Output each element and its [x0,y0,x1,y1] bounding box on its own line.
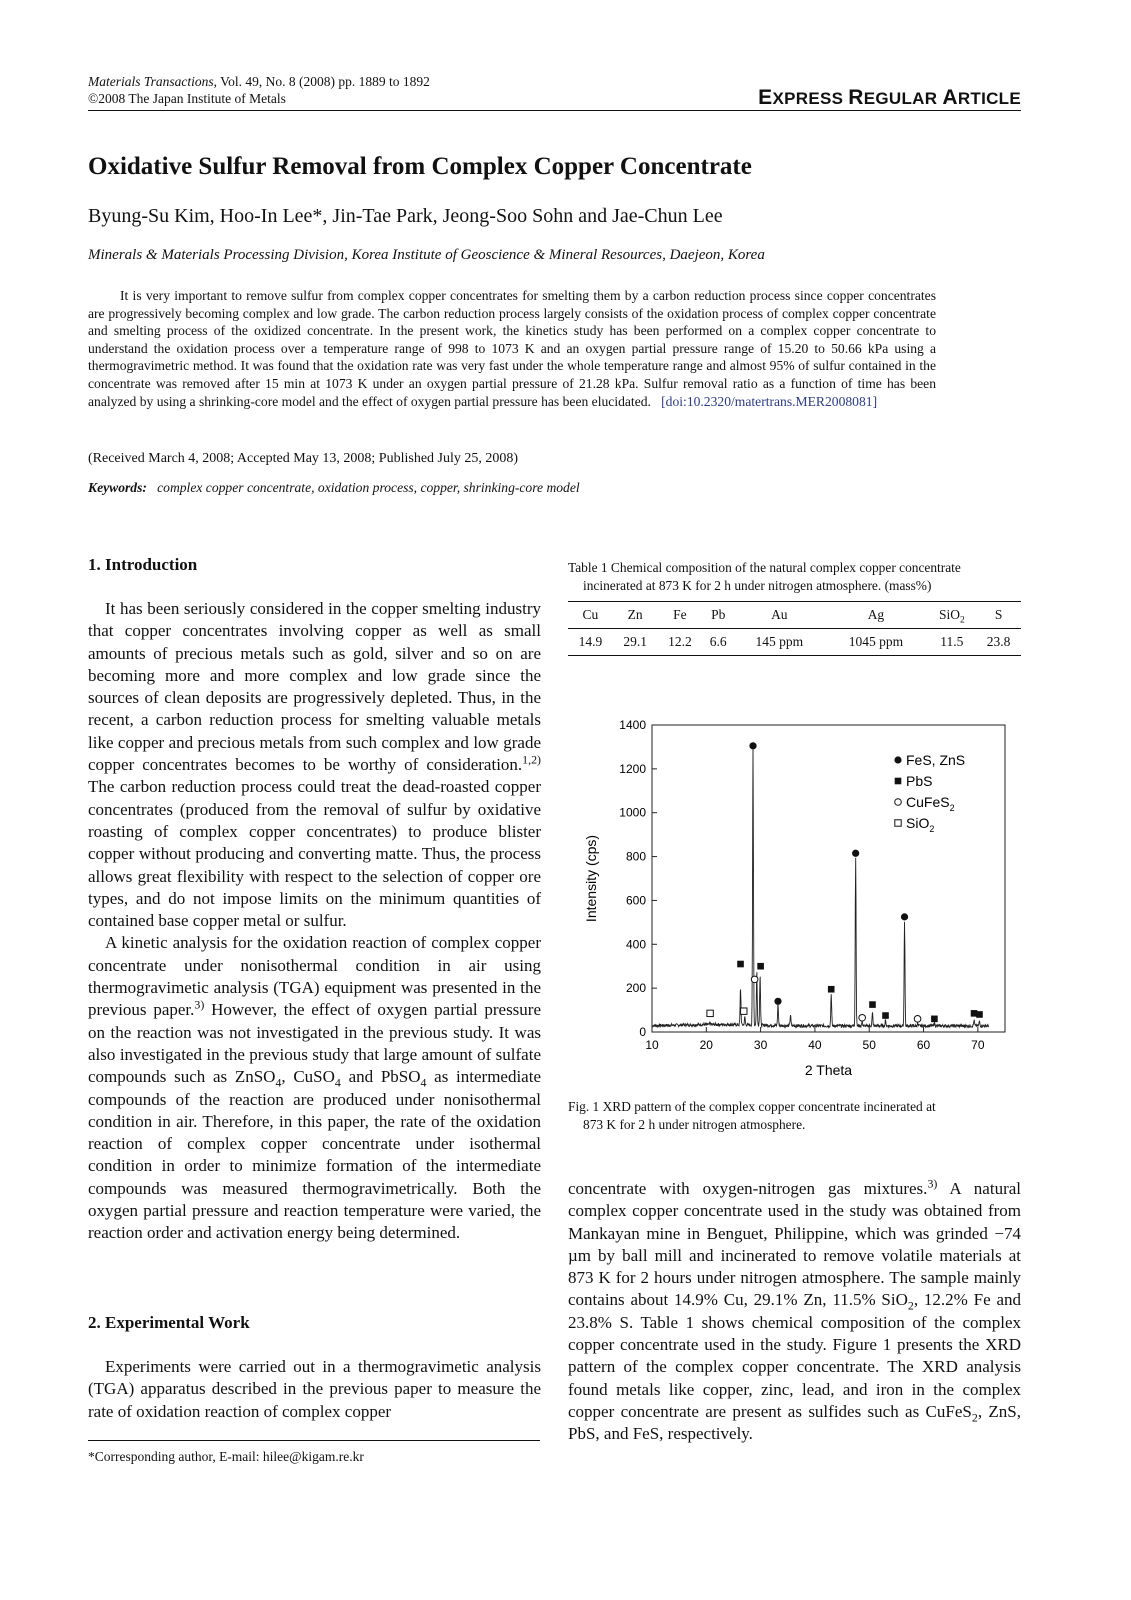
open-square-marker [741,1008,747,1014]
paper-title: Oxidative Sulfur Removal from Complex Copper Concentrate [88,153,752,180]
y-tick-label: 800 [625,849,646,864]
intro-paragraph-1: It has been seriously considered in the copper smelting industry that copper concentrates involving copper as well as small amounts of precious metals such as gold, silver and so on are becoming more and more complex and low grade since the sources of clean deposits are progressively depleted. Thus, in the recent, a carbon reduction process for smelting valuable metals like copper and precious metals from such complex and low grade copper concentrates becomes to be worthy of consideration.$^{1,2)}$ The carbon reduction process could treat the dead-roasted copper concentrates (produced from the removal of sulfur by oxidative roasting of complex copper concentrates) to produce blister copper without producing and converting matte. Thus, the process allows great flexibility with respect to the selection of copper ore types, and do not impose limits on the minimum quantities of contained base copper metal or sulfur. [88,599,541,931]
journal-header [88,73,430,107]
journal-name: Materials Transactions [88,74,214,89]
x-tick-label: 50 [862,1038,876,1052]
filled-square-marker [828,986,835,993]
introduction-body [88,598,541,1245]
x-tick-label: 10 [645,1038,659,1052]
footnote-rule [88,1440,540,1441]
chart-axes [619,718,1005,1052]
table-cell: 12.2 [668,634,692,649]
table-caption-line-1: Table 1 Chemical composition of the natural complex copper concentrate [568,560,961,575]
table-cell: 29.1 [623,634,647,649]
legend-open-circle-symbol [895,799,902,806]
y-tick-label: 400 [625,937,646,952]
table-row [568,629,1021,656]
figure-caption-line-1: Fig. 1 XRD pattern of the complex copper concentrate incinerated at [568,1099,936,1114]
xrd-pattern-line [652,744,989,1027]
x-tick-label: 60 [916,1038,931,1052]
experimental-body [88,1356,541,1423]
table-1-caption [568,559,1021,594]
table-header-cell: Zn [627,607,643,622]
header-rule [88,110,1021,111]
table-caption-line-2: incinerated at 873 K for 2 h under nitrogen atmosphere. (mass%) [583,577,932,593]
affiliation: Minerals & Materials Processing Division, Korea Institute of Geoscience & Mineral Resources, Daejeon, Korea [88,247,765,263]
filled-square-marker [931,1016,938,1023]
filled-square-marker [882,1012,889,1019]
legend-open-square-symbol [895,820,901,826]
abstract-text: It is very important to remove sulfur from complex copper concentrates for smelting them by a carbon reduction process since copper concentrates are progressively becoming complex and low grade. The carbon reduction process largely consists of the oxidation process of complex copper concentrate and smelting process of the oxidized concentrate. In the present work, the kinetics study has been performed on a complex copper concentrate to understand the oxidation process over a temperature range of 998 to 1073 K and an oxygen partial pressure range of 15.20 to 50.66 kPa using a thermogravimetric method. It was found that the oxidation rate was very fast under the whole temperature range and almost 95% of sulfur contained in the concentrate was removed after 15 min at 1073 K under an oxygen partial pressure of 21.28 kPa. Sulfur removal ratio as a function of time has been analyzed by using a shrinking-core model and the effect of oxygen partial pressure has been elucidated. [88,288,936,409]
table-cell: 11.5 [940,634,964,649]
open-circle-marker [751,976,758,983]
table-header-cell: Fe [673,607,687,622]
x-tick-label: 30 [753,1038,768,1052]
article-type: EXPRESS REGULAR ARTICLE [758,86,1021,109]
x-tick-label: 70 [971,1038,985,1052]
footnote: *Corresponding author, E-mail: hilee@kigam.re.kr [88,1449,364,1464]
filled-circle-marker [852,850,859,857]
x-tick-label: 40 [808,1038,822,1052]
materials-body [568,1178,1021,1446]
table-cell: 1045 ppm [848,634,904,649]
received-dates: (Received March 4, 2008; Accepted May 13, 2008; Published July 25, 2008) [88,451,519,466]
y-tick-label: 1000 [619,805,646,820]
legend-label: PbS [906,773,933,789]
author-list: Byung-Su Kim, Hoo-In Lee*, Jin-Tae Park, Jeong-Soo Sohn and Jae-Chun Lee [88,205,723,227]
intro-paragraph-2: A kinetic analysis for the oxidation reaction of complex copper concentrate under nonisothermal condition in air using thermogravimetic analysis (TGA) equipment was presented in the previous paper.$^{3)}$ However, the effect of oxygen partial pressure on the reaction was not investigated in the previous study. It was also investigated in the previous study that large amount of sulfate compounds such as ZnSO$_4$, CuSO$_4$ and PbSO$_4$ as intermediate compounds of the reaction are produced under nonisothermal condition in air. Therefore, in this paper, the rate of the oxidation reaction of complex copper concentrate under isothermal condition in order to minimize formation of the intermediate compounds was measured thermogravimetrically. Both the oxygen partial pressure and reaction temperature were varied, the reaction order and activation energy being determined. [88,933,542,1243]
y-tick-label: 0 [639,1025,646,1039]
open-square-marker [707,1010,713,1016]
x-axis-label: 2 Theta [804,1062,853,1078]
y-tick-label: 1200 [619,761,646,776]
keywords-text: complex copper concentrate, oxidation process, copper, shrinking-core model [157,480,580,495]
table-header-cell: Au [771,607,788,622]
figure-1-caption [568,1098,1021,1134]
open-circle-marker [859,1014,866,1021]
keywords [88,480,580,496]
exp-paragraph-1: Experiments were carried out in a thermogravimetic analysis (TGA) apparatus described in the previous paper to measure the rate of oxidation reaction of complex copper [88,1357,541,1421]
section-heading-introduction: 1. Introduction [88,555,198,574]
abstract [88,287,936,410]
y-tick-label: 200 [625,981,646,996]
table-header-row [568,602,1021,629]
table-header-cell: Pb [711,607,726,622]
table-cell: 6.6 [709,634,727,649]
filled-square-marker [976,1011,983,1018]
y-tick-label: 1400 [619,718,646,732]
table-header-cell: SiO$_2$ [938,607,965,626]
table-cell: 14.9 [578,634,603,649]
composition-table [568,601,1021,656]
table-cell: 23.8 [986,634,1011,649]
open-circle-marker [914,1016,921,1023]
table-header-cell: S [994,607,1003,622]
legend-filled-square-symbol [895,778,902,785]
legend-label: FeS, ZnS [906,752,966,768]
chart-legend [894,752,965,834]
peak-markers [707,742,983,1022]
section-heading-experimental: 2. Experimental Work [88,1313,250,1332]
table-header-cell: Cu [582,607,599,622]
filled-square-marker [737,961,744,968]
keywords-label: Keywords: [88,480,147,495]
filled-square-marker [869,1001,876,1008]
copyright: ©2008 The Japan Institute of Metals [88,91,286,106]
filled-square-marker [757,963,764,970]
filled-circle-marker [901,913,908,920]
legend-label: CuFeS$_2$ [906,794,955,813]
journal-reference: , Vol. 49, No. 8 (2008) pp. 1889 to 1892 [213,74,430,89]
materials-paragraph: concentrate with oxygen-nitrogen gas mixtures.$^{3)}$ A natural complex copper concentrate used in the study was obtained from Mankayan mine in Benguet, Philippine, which was grinded −74 µm by ball mill and incinerated to remove volatile materials at 873 K for 2 hours under nitrogen atmosphere. The sample mainly contains about 14.9% Cu, 29.1% Zn, 11.5% SiO$_2$, 12.2% Fe and 23.8% S. Table 1 shows chemical composition of the complex copper concentrate used in the study. Figure 1 presents the XRD pattern of the complex copper concentrate. The XRD analysis found metals like copper, zinc, lead, and iron in the complex copper concentrate are present as sulfides such as CuFeS$_2$, ZnS, PbS, and FeS, respectively. [568,1176,1021,1444]
filled-circle-marker [749,742,756,749]
x-tick-label: 20 [699,1038,713,1052]
figure-caption-line-2: 873 K for 2 h under nitrogen atmosphere. [583,1117,806,1132]
y-axis-label: Intensity (cps) [583,834,599,923]
y-tick-label: 600 [625,893,646,908]
table-cell: 145 ppm [755,634,804,649]
xrd-chart [568,705,1021,1090]
filled-circle-marker [774,998,781,1005]
legend-filled-circle-symbol [894,756,901,763]
doi-link[interactable]: [doi:10.2320/matertrans.MER2008081] [661,393,878,409]
table-header-cell: Ag [867,607,885,622]
legend-label: SiO$_2$ [906,815,935,834]
